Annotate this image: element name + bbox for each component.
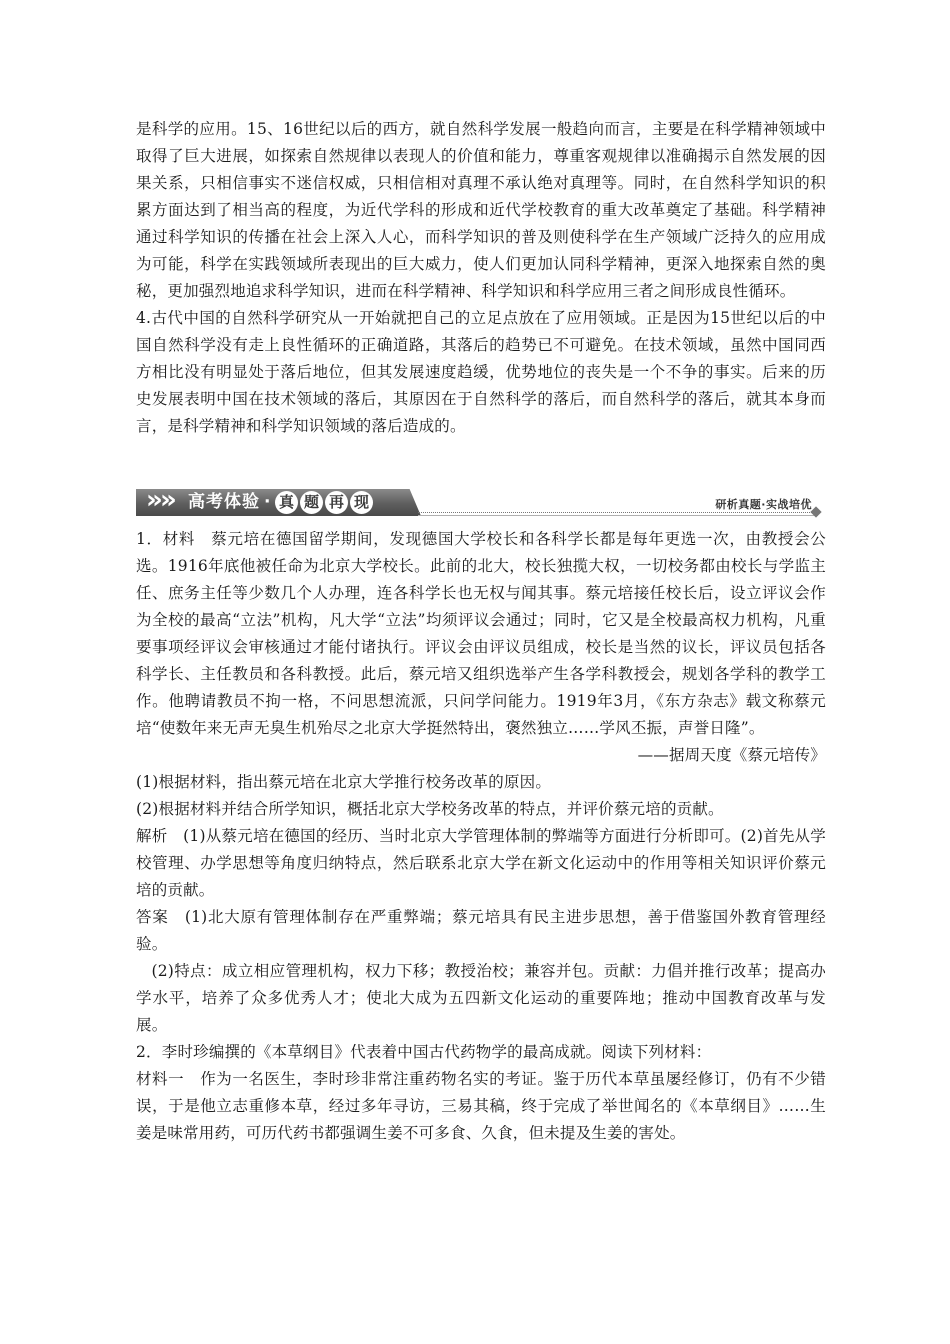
paragraph-science-application: 是科学的应用。15、16世纪以后的西方，就自然科学发展一般趋向而言，主要是在科学精神领域中取得了巨大进展，如探索自然规律以表现人的价值和能力，尊重客观规律以准确揭示自然发展的因果关系，只相信事实不迷信权威，只相信相对真理不承认绝对真理等。同时，在自然科学知识的积累方面达到了相当高的程度，为近代学科的形成和近代学校教育的重大改革奠定了基础。科学精神通过科学知识的传播在社会上深入人心，而科学知识的普及则使科学在生产领域广泛持久的应用成为可能，科学在实践领域所表现出的巨大威力，使人们更加认同科学精神，更深入地探索自然的奥秘，更加强烈地追求科学知识，进而在科学精神、科学知识和科学应用三者之间形成良性循环。 bbox=[136, 120, 826, 300]
banner-divider bbox=[418, 515, 818, 516]
question-1-source: ——据周天度《蔡元培传》 bbox=[637, 746, 826, 764]
question-1-sub-2: (2)根据材料并结合所学知识，概括北京大学校务改革的特点，并评价蔡元培的贡献。 bbox=[136, 800, 724, 818]
banner-divider bbox=[418, 512, 818, 513]
paragraph-point-4: 4.古代中国的自然科学研究从一开始就把自己的立足点放在了应用领域。正是因为15世纪以后的中国自然科学没有走上良性循环的正确道路，其落后的趋势已不可避免。在技术领域，虽然中国同西方相比没有明显处于落后地位，但其发展速度趋缓，优势地位的丧失是一个不争的事实。后来的历史发展表明中国在技术领域的落后，其原因在于自然科学的落后，而自然科学的落后，就其本身而言，是科学精神和科学知识领域的落后造成的。 bbox=[136, 309, 826, 435]
section-banner bbox=[136, 487, 826, 523]
banner-subtitle: 研析真题·实战培优 bbox=[715, 498, 812, 511]
question-1-sub-1: (1)根据材料，指出蔡元培在北京大学推行校务改革的原因。 bbox=[136, 773, 552, 791]
banner-title-char: 再 bbox=[325, 491, 348, 514]
question-1-answer-1: 答案 (1)北大原有管理体制存在严重弊端；蔡元培具有民主进步思想，善于借鉴国外教育管理经验。 bbox=[136, 908, 826, 953]
banner-title-char: 现 bbox=[350, 491, 373, 514]
chevron-right-icon: » bbox=[160, 485, 177, 515]
question-2-material-1: 材料一 作为一名医生，李时珍非常注重药物名实的考证。鉴于历代本草虽屡经修订，仍有不少错误，于是他立志重修本草，经过多年寻访，三易其稿，终于完成了举世闻名的《本草纲目》……生姜是味常用药，可历代药书都强调生姜不可多食、久食，但未提及生姜的害处。 bbox=[136, 1070, 826, 1142]
banner-title bbox=[188, 490, 375, 514]
banner-title-char: 题 bbox=[300, 491, 323, 514]
banner-title-char: 真 bbox=[275, 491, 298, 514]
question-1-material: 1．材料 蔡元培在德国留学期间，发现德国大学校长和各科学长都是每年更选一次，由教授会公选。1916年底他被任命为北京大学校长。此前的北大，校长独揽大权，一切校务都由校长与学监主任、庶务主任等少数几个人办理，连各科学长也无权与闻其事。蔡元培接任校长后，设立评议会作为全校的最高“立法”机构，凡大学“立法”均须评议会通过；同时，它又是全校最高权力机构，凡重要事项经评议会审核通过才能付诸执行。评议会由评议员组成，校长是当然的议长，评议员包括各科学长、主任教员和各科教授。此后，蔡元培又组织选举产生各学科教授会，规划各学科的教学工作。他聘请教员不拘一格，不问思想流派，只问学问能力。1919年3月，《东方杂志》载文称蔡元培“使数年来无声无臭生机殆尽之北京大学挺然特出，褒然独立……学风丕振，声誉日隆”。 bbox=[136, 530, 826, 737]
chevron-right-icon: » bbox=[146, 485, 163, 515]
text-block-top bbox=[136, 116, 826, 440]
banner-title-left: 高考体验 bbox=[188, 492, 260, 512]
question-1-answer-2: (2)特点：成立相应管理机构，权力下移；教授治校；兼容并包。贡献：力倡并推行改革；提高办学水平，培养了众多优秀人才；使北大成为五四新文化运动的重要阵地；推动中国教育改革与发展。 bbox=[136, 962, 826, 1034]
text-block-exam bbox=[136, 526, 826, 1147]
question-1-analysis: 解析 (1)从蔡元培在德国的经历、当时北京大学管理体制的弊端等方面进行分析即可。(2)首先从学校管理、办学思想等角度归纳特点，然后联系北京大学在新文化运动中的作用等相关知识评价蔡元培的贡献。 bbox=[136, 827, 826, 899]
banner-title-dot: · bbox=[264, 492, 272, 512]
question-2-intro: 2．李时珍编撰的《本草纲目》代表着中国古代药物学的最高成就。阅读下列材料： bbox=[136, 1043, 712, 1061]
